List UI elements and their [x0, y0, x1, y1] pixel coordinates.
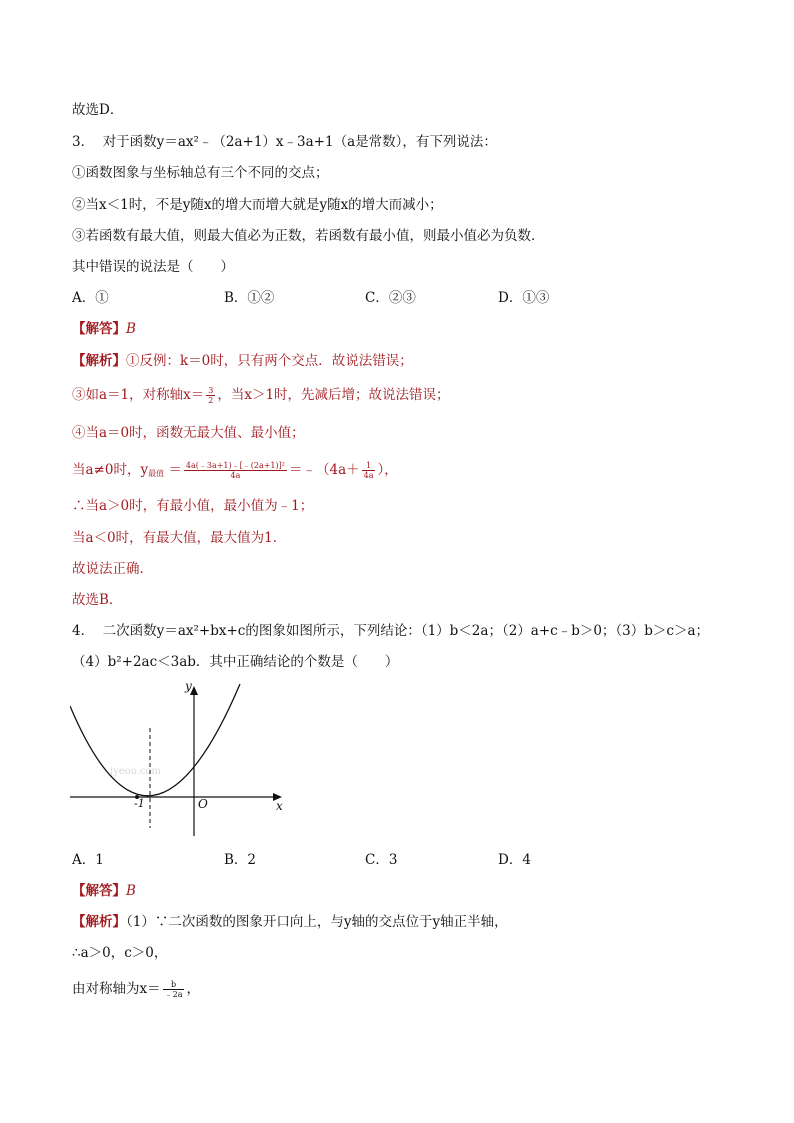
q4-option-c: C．3 [365, 852, 398, 868]
q3-option-a: A．① [72, 290, 109, 306]
x-axis-label: x [276, 799, 283, 813]
q3-analysis-2 [72, 386, 450, 405]
q3-stem-text: 对于函数y＝ax²﹣（2a+1）x﹣3a+1（a是常数），有下列说法： [102, 134, 497, 150]
q4-analysis-3 [72, 980, 200, 999]
origin-label: O [198, 797, 208, 811]
q3-analysis-8: 故选B． [72, 592, 123, 608]
q3-analysis-1 [72, 352, 413, 370]
equals-sign: ＝ [168, 462, 182, 478]
q3-analysis-7: 故说法正确． [72, 561, 153, 577]
q3-stem [72, 133, 497, 151]
q4-analysis-2: ∴a＞0，c＞0， [72, 945, 168, 961]
q3-statement-3: ③若函数有最大值，则最大值必为正数，若函数有最小值，则最小值必为负数． [72, 228, 545, 244]
answer-value: B [126, 321, 136, 337]
q3-answer [72, 320, 136, 338]
q4-option-b: B．2 [224, 852, 257, 868]
q3-statement-2: ②当x＜1时，不是y随x的增大而增大就是y随x的增大而减小； [72, 197, 443, 213]
q4-stem [72, 622, 709, 640]
q3-analysis-3: ④当a＝0时，函数无最大值、最小值； [72, 425, 305, 441]
y-axis-label: y [185, 679, 192, 693]
q3-question: 其中错误的说法是（ ） [72, 259, 234, 275]
subscript: 最值 [148, 469, 165, 478]
fraction: $\frac{\text{4a(﹣3a+1)﹣[﹣(2a+1)]²}}{4a}$ [185, 461, 285, 480]
q3-analysis-4 [72, 461, 398, 483]
q4-stem-2: （4）b²+2ac＜3ab．其中正确结论的个数是（ ） [72, 654, 399, 670]
answer-label: 【解答】 [72, 883, 126, 899]
answer-value: B [126, 883, 136, 899]
tick-label: -1 [134, 797, 145, 810]
fraction: $\frac{1}{4a}$ [363, 461, 374, 480]
q3-analysis-5: ∴当a＞0时，有最小值，最小值为﹣1； [72, 498, 314, 514]
q4-number: 4． [72, 623, 95, 639]
analysis-text: ③如a＝1，对称轴x＝ [72, 387, 205, 403]
fraction: $\frac{3}{2}$ [208, 386, 214, 405]
q4-option-a: A．1 [72, 852, 104, 868]
parabola-graph [70, 676, 290, 838]
q4-analysis-1 [72, 913, 508, 931]
analysis-text: 当a≠0时，y [72, 462, 149, 478]
analysis-text: 由对称轴为x＝ [72, 981, 161, 997]
analysis-text: ）， [377, 462, 398, 478]
q3-option-b: B．①② [224, 290, 275, 306]
q3-statement-1: ①函数图象与坐标轴总有三个不同的交点； [72, 165, 329, 181]
analysis-text: ，当x＞1时，先减后增；故说法错误； [217, 387, 450, 403]
analysis-label: 【解析】 [72, 353, 126, 369]
q4-option-d: D．4 [498, 852, 531, 868]
prev-conclusion: 故选D． [72, 102, 124, 118]
analysis-text: ①反例：k＝0时，只有两个交点．故说法错误； [126, 353, 413, 369]
fraction: $\frac{b}{﹣2a}$ [164, 980, 183, 999]
analysis-text: ＝﹣（4a＋ [288, 462, 360, 478]
q3-analysis-6: 当a＜0时，有最大值，最大值为1． [72, 530, 287, 546]
analysis-label: 【解析】 [72, 914, 126, 930]
q3-number: 3． [72, 134, 95, 150]
analysis-text: ， [186, 981, 200, 997]
q4-stem-text: 二次函数y＝ax²+bx+c的图象如图所示，下列结论：（1）b＜2a；（2）a+c﹣b＞0；（3）b＞c＞a； [102, 623, 710, 639]
analysis-text: （1）∵二次函数的图象开口向上，与y轴的交点位于y轴正半轴， [126, 914, 508, 930]
q3-option-c: C．②③ [365, 290, 416, 306]
parabola-curve [70, 684, 240, 796]
q3-option-d: D．①③ [498, 290, 550, 306]
answer-label: 【解答】 [72, 321, 126, 337]
q4-answer [72, 882, 136, 900]
graph-watermark: jyeoo.com [110, 766, 161, 777]
